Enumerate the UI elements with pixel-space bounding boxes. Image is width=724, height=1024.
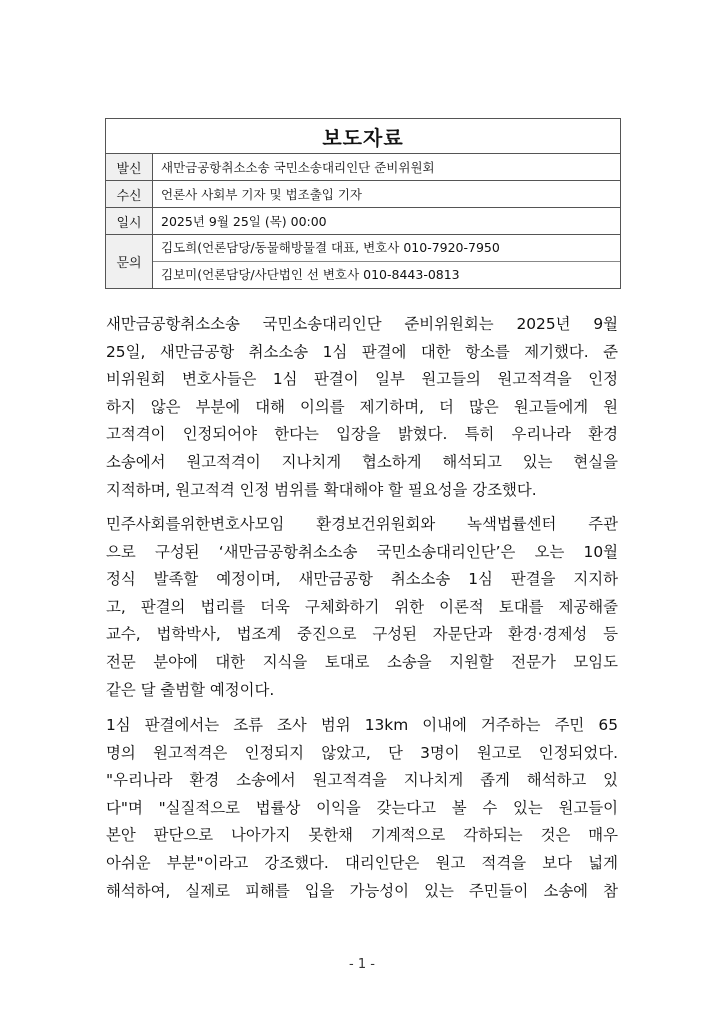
paragraph-2-line: 민주사회를위한변호사모임 환경보건위원회와 녹색법률센터 주관: [106, 515, 618, 533]
paragraph-1-line: 지적하며, 원고적격 인정 범위를 확대해야 할 필요성을 강조했다.: [106, 480, 537, 499]
paragraph-1-line: 고적격이 인정되어야 한다는 입장을 밝혔다. 특히 우리나라 환경: [106, 425, 618, 444]
paragraph-1-line: 소송에서 원고적격이 지나치게 협소하게 해석되고 있는 현실을: [106, 452, 618, 471]
paragraph-2-line: 으로 구성된 ‘새만금공항취소소송 국민소송대리인단’은 오는 10월: [106, 542, 618, 561]
paragraph-1-line: 새만금공항취소소송 국민소송대리인단 준비위원회는 2025년 9월: [106, 315, 618, 333]
contact-label: 문의: [106, 235, 153, 289]
paragraph-3-line: 아쉬운 부분"이라고 강조했다. 대리인단은 원고 적격을 보다 넓게: [106, 853, 618, 872]
paragraph-3-line: 명의 원고적격은 인정되지 않았고, 단 3명이 원고로 인정되었다.: [106, 743, 618, 762]
contact-line-2: 김보미(언론담당/사단법인 선 변호사 010-8443-0813: [153, 261, 620, 288]
contact-value: [153, 235, 621, 289]
paragraph-2-line: 고, 판결의 법리를 더욱 구체화하기 위한 이론적 토대를 제공해줄: [106, 597, 618, 616]
date-value: 2025년 9월 25일 (목) 00:00: [153, 208, 621, 235]
paragraph-2-line: 같은 달 출범할 예정이다.: [106, 680, 275, 699]
paragraph-3-line: "우리나라 환경 소송에서 원고적격을 지나치게 좁게 해석하고 있: [106, 771, 618, 790]
paragraph-3-line: 본안 판단으로 나아가지 못한채 기계적으로 각하되는 것은 매우: [106, 826, 618, 845]
paragraph-3-line: 1심 판결에서는 조류 조사 범위 13km 이내에 거주하는 주민 65: [106, 716, 618, 734]
paragraph-1-line: 하지 않은 부분에 대해 이의를 제기하며, 더 많은 원고들에게 원: [106, 397, 618, 416]
recipient-label: 수신: [106, 181, 153, 208]
paragraph-1-line: 25일, 새만금공항 취소소송 1심 판결에 대한 항소를 제기했다. 준: [106, 342, 618, 361]
press-release-header-table: [105, 118, 621, 289]
paragraph-2: [106, 511, 618, 704]
paragraph-3-line: 다"며 "실질적으로 법률상 이익을 갖는다고 볼 수 있는 원고들이: [106, 798, 618, 817]
sender-label: 발신: [106, 154, 153, 181]
recipient-value: 언론사 사회부 기자 및 법조출입 기자: [153, 181, 621, 208]
paragraph-3-line: 해석하여, 실제로 피해를 입을 가능성이 있는 주민들이 소송에 참: [106, 881, 618, 900]
contact-line-1: 김도희(언론담당/동물해방물결 대표, 변호사 010-7920-7950: [161, 240, 500, 255]
paragraph-3: [106, 712, 618, 905]
page-number: - 1 -: [349, 957, 375, 972]
paragraph-2-line: 전문 분야에 대한 지식을 토대로 소송을 지원할 전문가 모임도: [106, 652, 618, 671]
paragraph-1-line: 비위원회 변호사들은 1심 판결이 일부 원고들의 원고적격을 인정: [106, 370, 618, 389]
paragraph-2-line: 교수, 법학박사, 법조계 중진으로 구성된 자문단과 환경·경제성 등: [106, 625, 618, 644]
date-label: 일시: [106, 208, 153, 235]
paragraph-1: [106, 311, 618, 504]
sender-value: 새만금공항취소소송 국민소송대리인단 준비위원회: [153, 154, 621, 181]
document-title: 보도자료: [106, 119, 621, 154]
paragraph-2-line: 정식 발족할 예정이며, 새만금공항 취소소송 1심 판결을 지지하: [106, 570, 618, 589]
